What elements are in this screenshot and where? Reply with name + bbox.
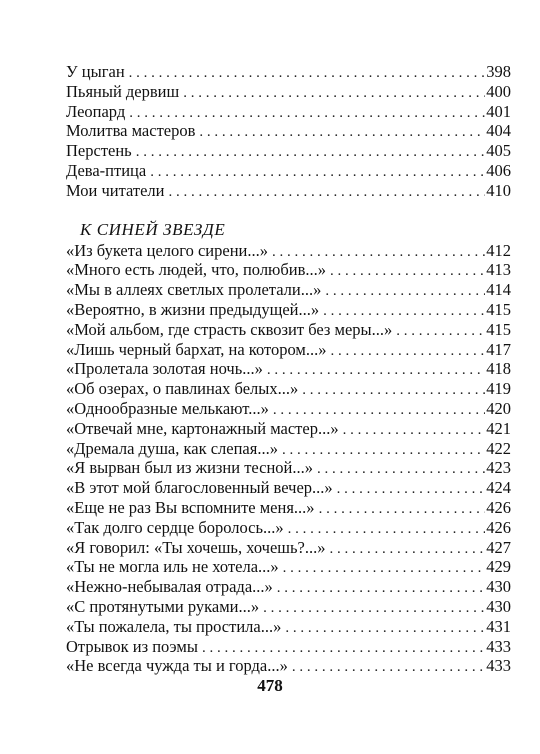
toc-entry-page: 426 [486,517,511,537]
toc-leader-dots [330,342,485,362]
toc-entry [66,637,511,657]
toc-entry-page: 418 [486,359,511,379]
toc-entry [66,121,511,141]
toc-entry-page: 429 [486,557,511,577]
toc-entry-title: «Пролетала золотая ночь...» [66,359,263,379]
toc-entry-page: 430 [486,596,511,616]
toc-entry-title: «В этот мой благословенный вечер...» [66,478,333,498]
toc-entry-page: 415 [486,299,511,319]
toc-entry [66,597,511,617]
toc-entry-title: Перстень [66,141,132,161]
toc-entry-title: «Я вырван был из жизни тесной...» [66,458,314,478]
toc-entry [66,161,511,181]
toc-leader-dots [317,460,485,480]
toc-entry-page: 417 [486,339,511,359]
toc-leader-dots [263,599,485,619]
toc-entry-page: 427 [486,537,511,557]
toc-leader-dots [169,183,486,203]
toc-entry-title: Мои читатели [66,180,165,200]
toc-entry [66,498,511,518]
toc-entry-title: «С протянутыми руками...» [66,596,260,616]
toc-entry-title: «Вероятно, в жизни предыдущей...» [66,299,320,319]
toc-entry [66,617,511,637]
toc-entry-title: «Не всегда чужда ты и горда...» [66,656,288,676]
toc-entry-page: 398 [486,62,511,81]
toc-entry-page: 410 [486,180,511,200]
toc-entry-page: 412 [486,240,511,260]
toc-entry [66,538,511,558]
toc-entry [66,141,511,161]
toc-entry-page: 420 [486,398,511,418]
toc-entry-page: 422 [486,438,511,458]
toc-entry-title: «Я говорил: «Ты хочешь, хочешь?...» [66,537,326,557]
toc-entry [66,181,511,201]
toc-entry-page: 424 [486,478,511,498]
toc-leader-dots [330,262,485,282]
toc-entry-page: 405 [486,141,511,161]
toc-leader-dots [343,421,486,441]
toc-leader-dots [285,619,485,639]
toc-entry [66,656,511,676]
toc-entry-page: 431 [486,616,511,636]
toc-leader-dots [199,123,485,143]
toc-leader-dots [302,381,485,401]
toc-entry-title: «Так долго сердце боролось...» [66,517,284,537]
toc-entry-title: «Дремала душа, как слепая...» [66,438,278,458]
toc-entry-page: 406 [486,160,511,180]
toc-entry-title: Молитва мастеров [66,121,196,141]
table-of-contents [66,62,511,676]
toc-entry [66,439,511,459]
toc-list-top [66,62,511,201]
toc-entry-page: 419 [486,379,511,399]
toc-leader-dots [319,500,486,520]
toc-entry [66,399,511,419]
toc-entry-page: 426 [486,497,511,517]
toc-leader-dots [329,540,485,560]
toc-entry-page: 414 [486,280,511,300]
toc-entry-title: «Ты не могла иль не хотела...» [66,557,279,577]
toc-entry-title: «Из букета целого сирени...» [66,240,268,260]
toc-leader-dots [183,84,485,104]
toc-entry-title: «Об озерах, о павлинах белых...» [66,379,299,399]
toc-entry-title: Пьяный дервиш [66,81,180,101]
toc-entry-page: 433 [486,656,511,676]
toc-entry-title: «Ты пожалела, ты простила...» [66,616,282,636]
toc-entry-page: 430 [486,577,511,597]
page-number: 478 [257,676,283,695]
toc-entry-title: «Отвечай мне, картонажный мастер...» [66,418,339,438]
toc-leader-dots [396,322,485,342]
toc-entry-page: 413 [486,260,511,280]
toc-entry [66,478,511,498]
toc-entry-title: Отрывок из поэмы [66,636,198,656]
toc-entry [66,577,511,597]
toc-list-section [66,241,511,677]
toc-leader-dots [283,559,486,579]
toc-entry [66,359,511,379]
toc-entry-page: 404 [486,121,511,141]
toc-entry-title: «Нежно-небывалая отрада...» [66,577,273,597]
toc-entry [66,419,511,439]
toc-entry [66,557,511,577]
toc-entry [66,260,511,280]
toc-entry [66,320,511,340]
toc-entry-title: «Мы в аллеях светлых пролетали...» [66,280,322,300]
toc-leader-dots [277,579,485,599]
toc-entry-page: 421 [486,418,511,438]
toc-entry [66,241,511,261]
toc-entry-title: Леопард [66,101,126,121]
toc-entry-page: 401 [486,101,511,121]
toc-leader-dots [325,282,485,302]
toc-entry [66,300,511,320]
toc-entry [66,458,511,478]
toc-leader-dots [337,480,486,500]
toc-entry-title: «Еще не раз Вы вспомните меня...» [66,497,315,517]
toc-entry-title: «Однообразные мелькают...» [66,398,269,418]
section-heading: К СИНЕЙ ЗВЕЗДЕ [80,219,226,239]
toc-entry [66,102,511,122]
toc-entry-title: У цыган [66,62,125,81]
toc-entry-title: Дева-птица [66,160,147,180]
toc-entry [66,280,511,300]
toc-entry-page: 433 [486,636,511,656]
toc-entry [66,82,511,102]
toc-entry [66,340,511,360]
toc-leader-dots [150,163,485,183]
toc-leader-dots [136,143,486,163]
toc-entry-page: 423 [486,458,511,478]
toc-entry-title: «Много есть людей, что, полюбив...» [66,260,327,280]
toc-entry [66,62,511,82]
toc-entry-page: 400 [486,81,511,101]
toc-entry-title: «Мой альбом, где страсть сквозит без меры...» [66,319,393,339]
toc-entry [66,379,511,399]
toc-entry-title: «Лишь черный бархат, на котором...» [66,339,327,359]
toc-entry [66,518,511,538]
toc-entry-page: 415 [486,319,511,339]
